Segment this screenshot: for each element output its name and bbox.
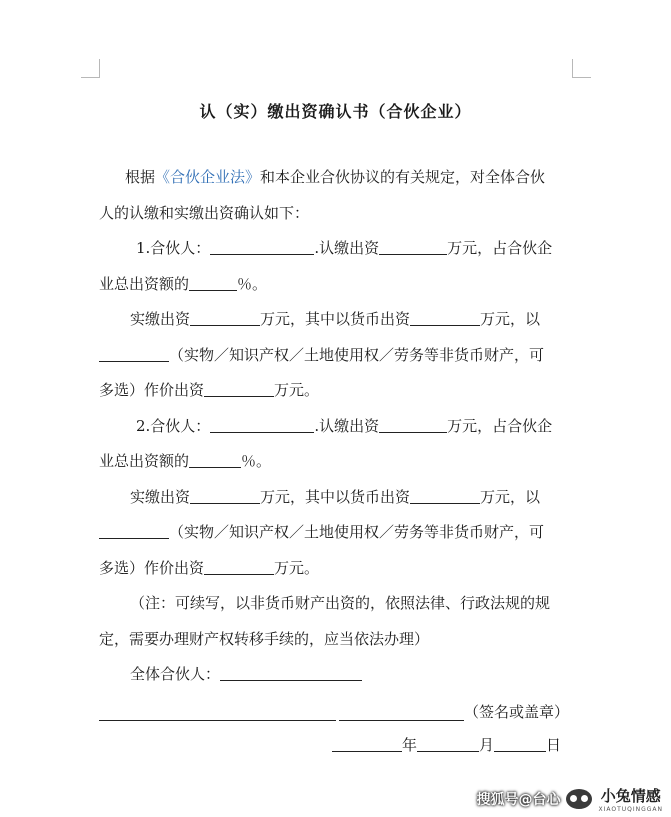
partner-1-paid-prefix: 实缴出资 [130, 310, 191, 328]
partner-1-ratio-prefix: 业总出资额的 [99, 274, 190, 293]
note-line-1: （注：可续写，以非货币财产出资的，依照法律、行政法规的规 [130, 594, 551, 612]
bunny-logo-icon [566, 789, 592, 809]
partner-2-cash-amount-blank[interactable] [410, 487, 480, 504]
signature-line [99, 695, 569, 731]
partner-2-ratio-blank[interactable] [189, 451, 241, 468]
partner-1-nonmonetary-blank[interactable] [99, 345, 169, 362]
document-title: 认（实）缴出资确认书（合伙企业） [199, 102, 472, 121]
day-label: 日 [546, 736, 562, 754]
page-corner-mark-top-left [81, 59, 100, 78]
partner-2-subscribe-amount-blank[interactable] [379, 416, 447, 433]
partner-2-line [99, 411, 569, 447]
partner-2-paid-line [99, 482, 569, 518]
signature-blank-1[interactable] [99, 704, 336, 721]
partner-2-ratio-prefix: 业总出资额的 [99, 452, 190, 470]
partner-1-paid-amount-blank[interactable] [190, 309, 260, 326]
partner-1-label: 1.合伙人： [136, 239, 211, 257]
partner-1-valuation-unit: 万元。 [274, 381, 320, 399]
partner-1-paid-end: 万元，以 [480, 310, 541, 328]
partner-1-ratio-blank[interactable] [189, 274, 237, 291]
partner-1-nonmonetary-line [99, 340, 569, 376]
month-label: 月 [479, 736, 495, 754]
partner-2-percent: ％。 [241, 452, 272, 470]
partner-1-subscribe-amount-blank[interactable] [379, 238, 447, 255]
watermark-brand-en: XIAOTUQINGGAN [598, 806, 663, 813]
partner-2-valuation-line [99, 553, 569, 589]
partner-1-paid-line [99, 304, 569, 340]
watermark [476, 785, 663, 813]
partner-1-name-blank[interactable] [210, 238, 314, 255]
partner-1-valuation-blank[interactable] [204, 380, 274, 397]
date-line [99, 730, 569, 766]
partner-1-percent: ％。 [237, 274, 268, 293]
partner-1-ratio-line [99, 269, 569, 305]
all-partners-label: 全体合伙人： [130, 665, 221, 683]
intro-line-1 [99, 162, 569, 198]
watermark-brand [598, 785, 663, 813]
partner-2-paid-end: 万元，以 [480, 487, 541, 506]
partner-2-unit-share: 万元，占合伙企 [447, 416, 553, 435]
document-body [99, 162, 569, 766]
partner-1-nonmonetary-text: （实物／知识产权／土地使用权／劳务等非货币财产，可 [169, 345, 545, 364]
signature-blank-2[interactable] [339, 704, 464, 721]
partner-1-valuation-line [99, 375, 569, 411]
partner-1-paid-mid: 万元，其中以货币出资 [260, 310, 411, 328]
partner-1-valuation-prefix: 多选）作价出资 [99, 381, 205, 399]
month-blank[interactable] [417, 735, 479, 752]
partner-2-paid-prefix: 实缴出资 [130, 487, 191, 506]
partner-2-label: 2.合伙人： [136, 416, 211, 435]
watermark-source: 搜狐号@台心 [476, 792, 561, 808]
all-partners-line [99, 659, 569, 695]
year-label: 年 [402, 736, 418, 754]
partner-1-cash-amount-blank[interactable] [410, 309, 480, 326]
partner-2-nonmonetary-line [99, 517, 569, 553]
note-line-2: 定，需要办理财产权转移手续的，应当依法办理） [99, 629, 430, 648]
partner-2-subscribe-text: .认缴出资 [314, 416, 380, 435]
partner-2-ratio-line [99, 446, 569, 482]
intro-prefix: 根据 [125, 168, 156, 186]
partner-2-valuation-blank[interactable] [204, 558, 274, 575]
day-blank[interactable] [494, 735, 546, 752]
partner-2-paid-amount-blank[interactable] [190, 487, 260, 504]
intro-line-2: 人的认缴和实缴出资确认如下： [99, 203, 310, 222]
partner-2-nonmonetary-text: （实物／知识产权／土地使用权／劳务等非货币财产，可 [169, 523, 545, 541]
all-partners-blank[interactable] [220, 664, 362, 681]
partner-2-valuation-prefix: 多选）作价出资 [99, 558, 205, 577]
partner-2-name-blank[interactable] [210, 416, 314, 433]
partner-2-valuation-unit: 万元。 [274, 558, 320, 577]
page-corner-mark-top-right [572, 59, 591, 78]
sign-or-seal-label: （签名或盖章） [463, 703, 569, 722]
partner-1-line [99, 233, 569, 269]
partner-2-paid-mid: 万元，其中以货币出资 [260, 487, 411, 506]
year-blank[interactable] [332, 735, 402, 752]
partner-1-unit-share: 万元，占合伙企 [447, 239, 553, 257]
partner-1-subscribe-text: .认缴出资 [314, 239, 380, 257]
watermark-brand-cn: 小兔情感 [600, 787, 661, 805]
partner-2-nonmonetary-blank[interactable] [99, 522, 169, 539]
law-link[interactable]: 《合伙企业法》 [155, 168, 261, 186]
intro-suffix: 和本企业合伙协议的有关规定，对全体合伙 [260, 168, 546, 186]
